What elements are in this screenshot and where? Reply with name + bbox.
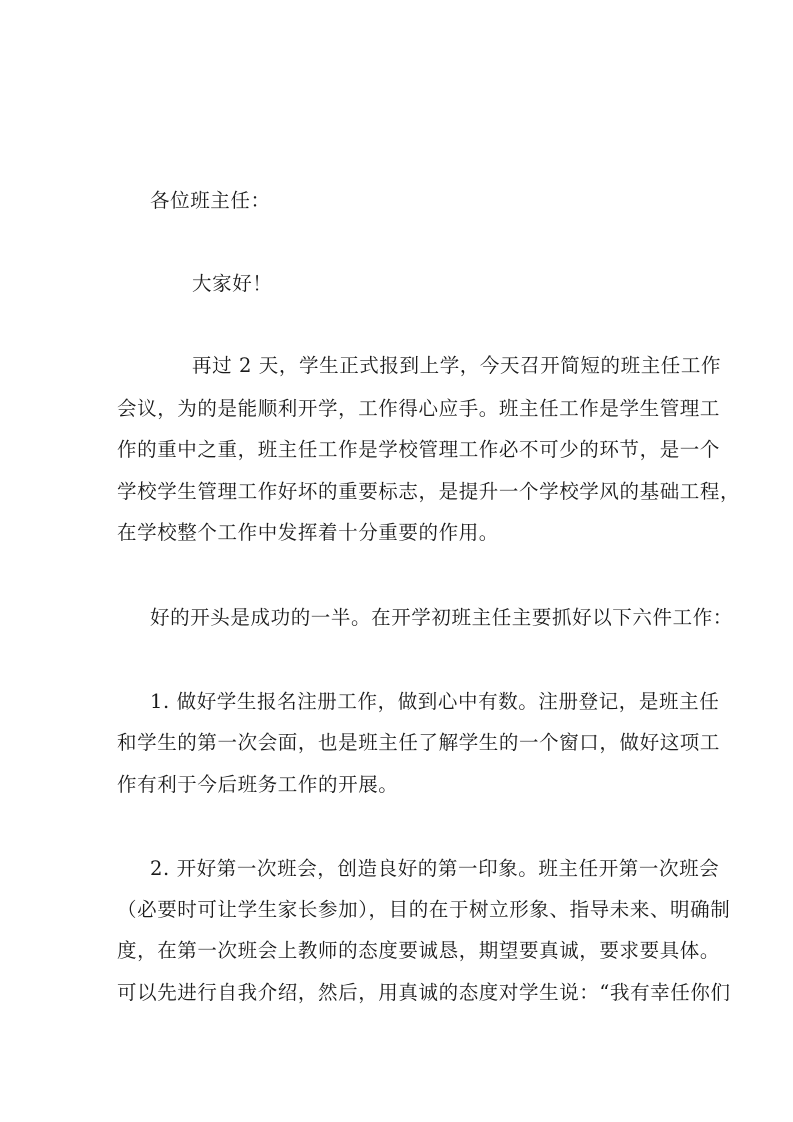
paragraph-line: 再过 2 天，学生正式报到上学，今天召开简短的班主任工作 <box>192 354 722 377</box>
paragraph-line: 可以先进行自我介绍，然后，用真诚的态度对学生说：“我有幸任你们 <box>117 981 731 1004</box>
paragraph-line: 度，在第一次班会上教师的态度要诚恳，期望要真诚，要求要具体。 <box>117 939 721 962</box>
greeting: 大家好！ <box>192 272 273 295</box>
paragraph-line: 在学校整个工作中发挥着十分重要的作用。 <box>117 521 499 544</box>
paragraph-line: 作的重中之重，班主任工作是学校管理工作必不可少的环节，是一个 <box>117 438 721 461</box>
paragraph-line: 学校学生管理工作好坏的重要标志，是提升一个学校学风的基础工程， <box>117 480 741 503</box>
paragraph-line: 1. 做好学生报名注册工作，做到心中有数。注册登记，是班主任 <box>150 690 720 713</box>
paragraph-line: 好的开头是成功的一半。在开学初班主任主要抓好以下六件工作： <box>150 606 733 629</box>
paragraph-line: 会议，为的是能顺利开学，工作得心应手。班主任工作是学生管理工 <box>117 397 721 420</box>
paragraph-line: 作有利于今后班务工作的开展。 <box>117 773 399 796</box>
paragraph-line: 2. 开好第一次班会，创造良好的第一印象。班主任开第一次班会 <box>150 857 720 880</box>
salutation: 各位班主任： <box>150 189 271 212</box>
paragraph-line: （必要时可让学生家长参加），目的在于树立形象、指导未来、明确制 <box>117 898 731 921</box>
paragraph-line: 和学生的第一次会面，也是班主任了解学生的一个窗口，做好这项工 <box>117 731 721 754</box>
